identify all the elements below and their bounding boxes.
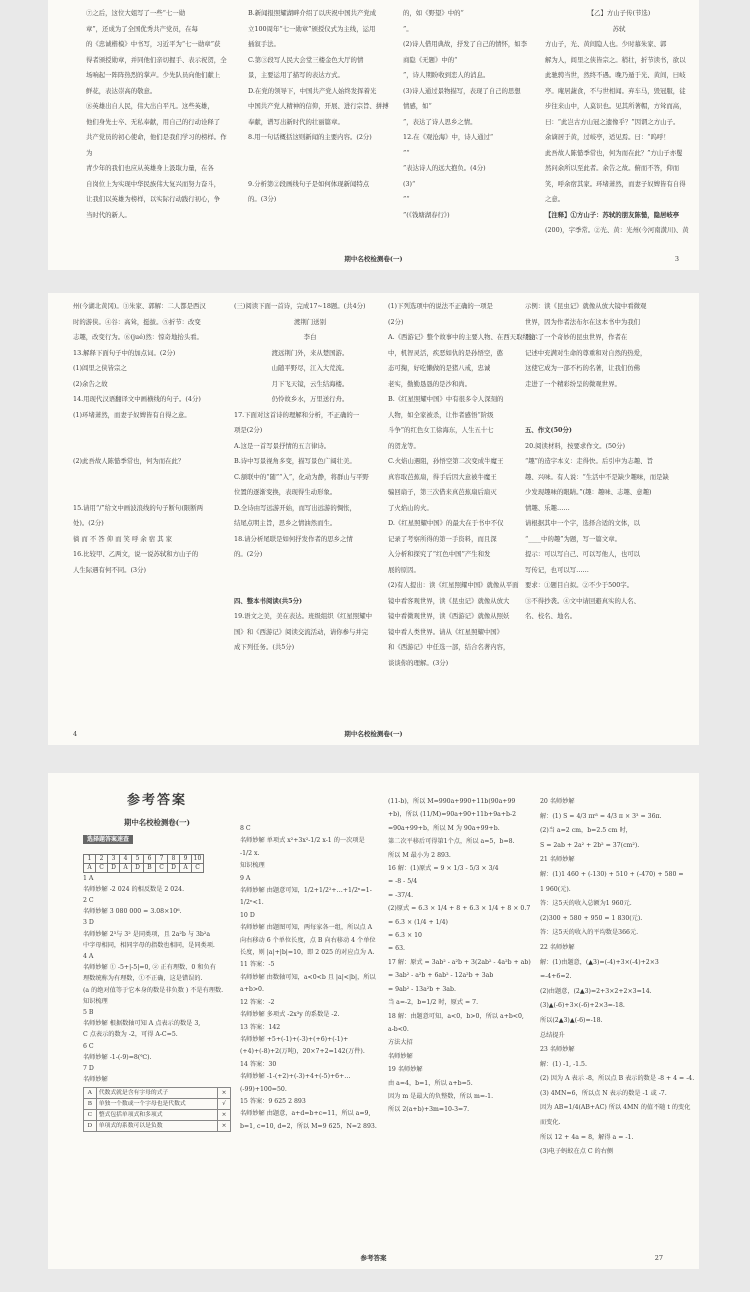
text-line: 1 A (83, 874, 94, 882)
analysis-table (83, 1087, 231, 1132)
text-line: 立100周年“七一勋章”颁授仪式为主线，运用 (248, 24, 376, 33)
page-number: 27 (654, 1254, 663, 1262)
text-line: 长度，则 |a|+|b|=10，即 2 025 的对应点为 A. (240, 949, 375, 957)
text-line: 共产党员的初心使命，他们是我们学习的榜样。作为 (86, 133, 227, 157)
text-line: B.诗中写景视角多变，描写景色广阔壮美。 (234, 457, 356, 465)
text-line: 理数统称为有理数，①不正确，这是错误的. (83, 975, 203, 983)
text-line (234, 563, 386, 579)
text-line: 知识梳理 (83, 997, 108, 1005)
text-line: 7 D (83, 1064, 94, 1072)
text-column-2 (234, 299, 386, 709)
text-line: ”(《钱塘湖春行》) (403, 210, 450, 219)
text-line: = 63. (388, 945, 405, 953)
text-line: 名师妙解 2³与 3² 是同类项，且 2a²b 与 3b²a (83, 930, 211, 938)
text-line: 的《忠诚楷模》中书写，习近平为“七一勋章”获 (86, 40, 221, 48)
text-line (73, 423, 223, 439)
text-line: C.火焰山遇阻，孙悟空第二次变成牛魔王 (388, 457, 504, 465)
text-line: 【乙】方山子传(节选) (587, 9, 651, 17)
text-line: 中，机智灵活，疾恶如仇的是孙悟空，憨 (388, 348, 504, 357)
text-line: 解为人，闾里之侠皆宗之。稍壮，折节读书，欲以 (545, 55, 686, 64)
text-line: 提示：可以写自己、可以写他人，也可以 (525, 550, 641, 558)
table-cell: D (84, 1121, 97, 1132)
table-cell: C (84, 1110, 97, 1121)
text-line: 人生际遇有何不同。(3分) (73, 565, 146, 574)
table-row (84, 1088, 231, 1099)
page-footer: 期中名校检测卷(一) (344, 730, 403, 738)
grid-answer-cell: C (96, 863, 108, 872)
page-number: 3 (674, 255, 679, 263)
text-line: (2)余告之故 (73, 379, 108, 388)
text-line: (2)此吾故人陈慥季常也，何为而在此？ (73, 457, 185, 465)
text-line: “趣”的造字本义：走得快。后引申为志趣、旨 (525, 457, 653, 465)
answer-key-page (48, 773, 699, 1269)
text-line: (a 的绝对值等于它本身的数是非负数 ) 不是有理数. (83, 986, 224, 994)
text-line: 13 答案：142 (240, 1023, 281, 1031)
text-line: 苏轼 (612, 24, 626, 33)
text-line: 因为 AB=1/4(AB+AC) 所以 4MN 的值不随 t 的变化 (540, 1104, 691, 1112)
text-line: 了火焰山的火。 (388, 503, 433, 512)
answer-column-3 (388, 795, 538, 1265)
answer-column-1 (83, 773, 231, 1243)
text-line: 奉献，谱写出新时代的壮丽篇章。 (248, 117, 344, 126)
text-line: 总结提升 (540, 1031, 565, 1039)
text-line: 21 名师妙解 (540, 856, 575, 864)
answer-column-4 (540, 795, 695, 1265)
text-line: 志趣，改变行为。⑥(jué)然：惊奇地抬头看。 (73, 333, 203, 341)
text-line (525, 408, 680, 424)
text-line: 6 C (83, 1042, 94, 1050)
grid-answer-cell: D (108, 863, 120, 872)
text-line: 名师妙解 由题意，a+d=b+c=11，所以 a=9, (240, 1110, 371, 1118)
text-line: a-b<0. (388, 1025, 409, 1033)
text-line: 仍怜故乡水，万里送行舟。 (271, 395, 349, 403)
text-line: 插叙手法。 (248, 40, 280, 48)
text-line: (2) 因为 A 表示 -8，所以点 B 表示的数是 -8 + 4 = -4. (540, 1075, 695, 1083)
text-line: 渡荆门送别 (294, 317, 326, 326)
text-line: 当 a=-2，b=1/2 时，原式 = 7. (388, 999, 479, 1007)
text-line: 解：(1)1 460 + (-130) + 510 + (-470) + 580 = (540, 870, 684, 878)
text-line: 15 答案：9 625 2 893 (240, 1097, 306, 1105)
text-line: 向右移动 6 个单位长度，点 B 向右移动 4 个单位 (240, 936, 376, 944)
grid-number-row (84, 854, 204, 863)
text-line: ”“ (403, 195, 410, 203)
text-line: 【注释】①方山子：苏轼的朋友陈慥，隐居岐亭 (545, 210, 680, 219)
text-line: 和《西游记》中任选一部，结合名著内容， (388, 643, 510, 651)
table-cell: A (84, 1088, 97, 1099)
text-line: 要求：①题目自拟。②不少于500字。 (525, 581, 634, 589)
text-line: 19 名师妙解 (388, 1066, 423, 1074)
text-line: (2)诗人借用典故，抒发了自己的情怀，如李 (403, 40, 528, 48)
grid-number-cell: 2 (96, 854, 108, 863)
grid-number-cell: 7 (156, 854, 168, 863)
text-line: (1)下列选项中的说法不正确的一项是 (388, 302, 493, 310)
text-line: (1)环堵萧然，而妻子奴婢皆有自得之意。 (73, 410, 191, 419)
text-line: 13.解释下面句子中的加点词。(2分) (73, 348, 176, 357)
text-line: 解：(1) -1, -1.5. (540, 1060, 587, 1068)
text-column-1 (73, 299, 223, 699)
grid-number-cell: 9 (180, 854, 192, 863)
text-line: 徜 而 不 答 仰 而 笑 呼 余 宿 其 家 (73, 534, 173, 543)
text-line: 余谪居于黄，过岐亭，适见焉。曰：“呜呼！ (545, 133, 670, 141)
text-line: 态可掬，好吃懒做的是猪八戒，忠诚 (388, 364, 491, 372)
text-line (234, 578, 386, 594)
text-line: 他们身先士卒、无私奉献，用自己的行动诠释了 (86, 117, 221, 126)
text-line: 15.请用“/”给文中画波浪线的句子断句(限断两 (73, 503, 203, 512)
text-line: 名师妙解 -1-(+2)+(-3)+4+(-5)+6+… (240, 1073, 351, 1081)
table-row (84, 1110, 231, 1121)
text-column-2 (248, 6, 396, 236)
text-line: 情感，如“ (403, 102, 432, 110)
text-column-1 (86, 6, 231, 236)
workbook-page-4 (48, 293, 699, 745)
text-line: 1 960(元). (540, 885, 571, 893)
text-line: 请根据其中一个字，选择合适的文体，以 (525, 519, 641, 527)
table-row (84, 1099, 231, 1110)
text-line: 名师妙解 多项式 -2x³y 的系数是 -2. (240, 1011, 340, 1019)
text-line: (-99)+100=50. (240, 1085, 287, 1093)
text-line: 斗争”的红色女工徐海东，人生五十七 (388, 426, 494, 434)
text-line: C.第③段写人民大会堂三楼金色大厅的情 (248, 55, 364, 64)
text-line: 月下飞天镜，云生结海楼。 (271, 379, 349, 388)
text-line: C.颔联中的“随”“入”，化动为静，将群山与平野 (234, 472, 369, 481)
text-line: 谈谈你的理解。(3分) (388, 658, 449, 667)
text-line: 17.下面对这首诗的理解和分析，不正确的一 (234, 410, 360, 419)
text-line: (2)原式 = 6.3 × 1/4 + 8 + 6.3 × 1/4 + 8 × 0.7 (388, 905, 531, 913)
answer-key-title: 参考答案 (126, 793, 187, 808)
text-line: (2)当 a=2 cm，b=2.5 cm 时， (540, 827, 632, 835)
text-line: 名师妙解 由题图可知，两每家各一组，所以点 A (240, 924, 373, 932)
text-line: 李白 (303, 333, 317, 341)
text-line: 四、整本书阅读(共5分) (234, 596, 303, 605)
text-line: = 6.3 × (1/4 + 1/4) (388, 918, 448, 926)
table-row (84, 1121, 231, 1132)
text-line: (2分) (388, 317, 404, 326)
text-line: 的。(2分) (234, 550, 263, 558)
text-line: 亭。庵居蔬食，不与世相闻。弃车马，毁冠服，徒 (545, 86, 686, 95)
text-line: 18.请分析尾联是如何抒发作者的思乡之情 (234, 534, 353, 543)
text-line: 19.语文之美，美在表达。班级组织《红星照耀中 (234, 612, 372, 620)
text-line: = -37/4. (388, 891, 414, 899)
text-line: (3)诗人通过景物描写，表现了自己的思想 (403, 86, 521, 95)
text-line: 得者颁授勋章，并同他们亲切握手、表示祝贺，全 (86, 55, 227, 64)
text-line: 解：(1)由题意，(▲3)=(-4)+3×(-4)+2×3 (540, 958, 659, 966)
text-line: 此驰骋当世，然终不遇。晚乃遁于光、黄间，曰岐 (545, 71, 686, 79)
table-cell: B (84, 1099, 97, 1110)
text-line: 名师妙解 (83, 1076, 108, 1084)
text-line: D.全诗由写远游开始，而写出远游的惆怅， (234, 503, 356, 512)
text-line (248, 146, 396, 162)
text-line: 所以(2▲3)▲(-6)=-18. (540, 1016, 603, 1024)
text-line: 16 解：(1)原式 = 9 × 1/3 - 5/3 × 3/4 (388, 865, 499, 873)
text-line: 9 A (240, 874, 251, 882)
text-line: 解：(1) S = 4/3 πr³ = 4/3 π × 3³ = 36π. (540, 812, 662, 820)
page-footer: 参考答案 (360, 1254, 387, 1262)
text-line: (11-b)，所以 M=990a+990+11b(90a+99 (388, 798, 516, 805)
text-line: 五、作文(50分) (525, 426, 572, 434)
grid-answer-cell: A (120, 863, 132, 872)
text-line: 名师妙解 -2 024 的相反数是 2 024. (83, 885, 185, 893)
text-line: 然问余所以至此者。余告之故。俯而不答，仰而 (545, 164, 680, 172)
text-line: 8 C (240, 825, 251, 832)
text-line: (3) 4MN=6，所以点 N 表示的数是 -1 或 -7. (540, 1089, 667, 1097)
text-line: 名师妙解 -1-(-9)=8(℃). (83, 1053, 152, 1061)
text-line: (200)，字季常。②光、黄：光州(今河南潢川)、黄 (545, 226, 689, 234)
table-cell: 整式包括单项式和多项式 (96, 1110, 217, 1121)
text-line: 8.用一句话概括这则新闻的主要内容。(2分) (248, 133, 372, 141)
answer-grid (83, 854, 204, 873)
text-line: 示例：读《昆虫记》就像从放大镜中看微观 (525, 302, 647, 310)
text-line: 走进了一个精彩纷呈的微观世界。 (525, 379, 621, 388)
text-line: 的贺龙等。 (388, 441, 420, 450)
text-line: 入分析和探究了“红色中国”产生和发 (388, 550, 491, 558)
text-line: 所以 2(a+b)+3m=10-3=7. (388, 1106, 470, 1114)
text-line: 20.阅读材料，按要求作文。(50分) (525, 441, 625, 450)
text-line: 州(今湖北黄冈)。③朱家、郭解：二人都是西汉 (73, 302, 206, 310)
text-line: (3)电子蚂蚁在点 C 的右侧 (540, 1148, 614, 1156)
text-column-4 (545, 6, 693, 246)
table-cell: 单项式的系数可以是负数 (96, 1121, 217, 1132)
text-line: C 点表示的数为 -2，可得 A-C=5. (83, 1031, 178, 1039)
text-line: =90a+99+b，所以 M 为 90a+99+b. (388, 824, 500, 832)
text-line: 所以 12 + 4a = 8，解得 a = -1. (540, 1133, 634, 1141)
text-line: 方山子，光、黄间隐人也。少时慕朱家、郭 (545, 40, 667, 48)
grid-answer-cell: C (192, 863, 204, 872)
grid-number-cell: 6 (144, 854, 156, 863)
text-line: +b)，所以 (11/M)=90a+90+11b+9a+b-2 (388, 811, 517, 819)
text-column-3 (403, 6, 533, 236)
text-line: 23 名师妙解 (540, 1046, 575, 1054)
text-line: 17 解：原式 = 3ab² - a²b + 3(2ab² - 4a²b + ab) (388, 958, 531, 966)
text-line: 处)。(2分) (73, 519, 104, 527)
text-line: (2)300 + 580 + 950 = 1 830(元). (540, 914, 643, 922)
text-line: = 3ab² - a²b + 6ab² - 12a²b + 3ab (388, 972, 494, 980)
text-line: ”“ (403, 148, 410, 157)
grid-answer-cell: D (132, 863, 144, 872)
text-line: 位置的逐渐变换，表现得生动形象。 (234, 488, 337, 496)
text-line: A.这是一首写景抒情的五言律诗。 (234, 441, 331, 450)
text-line: 青少年的我们也应从英雄身上汲取力量，在各 (86, 164, 214, 172)
table-cell: × (217, 1110, 230, 1121)
text-line: = 9ab² - 13a²b + 3ab. (388, 985, 456, 993)
text-line: 写传记，也可以写…… (525, 565, 589, 574)
grid-number-cell: 8 (168, 854, 180, 863)
text-line: 渡远荆门外，来从楚国游。 (271, 348, 349, 357)
page-number: 4 (73, 730, 78, 738)
text-line: 名、校名、地名。 (525, 612, 577, 620)
text-line (73, 439, 223, 455)
text-column-3 (388, 299, 536, 709)
text-column-4 (525, 299, 680, 709)
grid-answer-row (84, 863, 204, 872)
text-line: 时的游侠。④谷：高耸，挺拔。⑤折节：改变 (73, 317, 201, 326)
text-line: 章”，还成为了全国优秀共产党员，在每 (86, 24, 198, 33)
text-line: 让我们以英雄为榜样，以实际行动践行初心，争 (86, 195, 221, 203)
workbook-page-3 (48, 0, 699, 270)
text-line: (2)有人提出：读《红星照耀中国》就像从平面 (388, 581, 519, 589)
text-line: 12.在《观沧海》中，诗人通过“ (403, 133, 494, 141)
grid-number-cell: 5 (132, 854, 144, 863)
text-line: ③不得抄袭。④文中请回避真实的人名、 (525, 596, 641, 605)
text-line: -1/2 x. (240, 849, 260, 857)
text-line: ”。 (403, 24, 413, 33)
text-line: S = 2ab + 2a² + 2b² = 37(cm²). (540, 841, 640, 849)
text-line: a+b>0. (240, 986, 264, 994)
text-line: (3)“ (403, 179, 416, 188)
text-line: 3 D (83, 919, 94, 927)
text-line: 14.用现代汉语翻译文中画横线的句子。(4分) (73, 395, 201, 403)
text-line: 当时代的新人。 (86, 210, 131, 219)
text-line: 山随平野尽，江入大荒流。 (271, 364, 349, 372)
text-line: B.新闻报照耀湖畔介绍了以庆祝中国共产党成 (248, 9, 377, 17)
text-line: 项是(2分) (234, 426, 263, 434)
grid-number-cell: 1 (84, 854, 96, 863)
table-cell: 单独一个数或一个字母也是代数式 (96, 1099, 217, 1110)
text-line: 由 a=4，b=1，所以 a+b=5. (388, 1079, 473, 1087)
text-line: 此吾故人陈慥季常也，何为而在此？”方山子亦矍 (545, 148, 683, 157)
text-line: 结尾点明主旨，思乡之情油然而生。 (234, 519, 337, 527)
quick-answer-label: 选择题答案速查 (83, 835, 133, 844)
text-line: ”，诗人期盼收到恋人的消息。 (403, 71, 490, 79)
text-line: 国》和《西游记》阅读交流活动，请你参与并完 (234, 627, 369, 636)
grid-answer-cell: D (168, 863, 180, 872)
text-line: 知识梳理 (240, 862, 265, 870)
text-line: 名师妙解 (388, 1052, 413, 1060)
text-line: 名师妙解 3 080 000 = 3.08×10⁶. (83, 908, 182, 916)
text-line: 5 B (83, 1008, 94, 1016)
table-cell: 代数式就是含有字母的式子 (96, 1088, 217, 1099)
text-line: ”，表达了诗人思乡之情。 (403, 117, 477, 126)
text-line: 12 答案：-2 (240, 998, 275, 1006)
answer-column-1-body (83, 873, 231, 1086)
answer-column-2 (240, 823, 395, 1269)
text-line: 11 答案：-5 (240, 961, 275, 969)
text-line: 步往来山中，人莫识也。见其所著帽，方耸而高， (545, 102, 686, 110)
text-line (73, 470, 223, 486)
answer-key-subtitle: 期中名校检测卷(一) (123, 817, 191, 827)
text-line: 曰：“此岂古方山冠之遗像乎？”因谓之方山子。 (545, 117, 680, 126)
text-line: 鲜花，表达崇高的敬意。 (86, 86, 157, 95)
text-line: 4 A (83, 952, 94, 960)
text-line: 镜中看人类世界。请从《红星照耀中国》 (388, 627, 504, 636)
text-line: 名师妙解 +5+(-1)+(-3)+(+6)+(-1)+ (240, 1035, 349, 1043)
text-line: 名师妙解 单项式 x²+3x²-1/2 x-1 的一次项是 (240, 837, 365, 845)
text-line: ⑧英雄出自人民，伟大出自平凡。这些英雄， (86, 102, 214, 110)
table-cell: × (217, 1121, 230, 1132)
text-line: 之意。 (545, 195, 565, 203)
text-line: 2 C (83, 896, 94, 904)
table-cell: √ (217, 1099, 230, 1110)
text-line: 9.分析第②段画线句子是如何体现新闻特点 (248, 179, 370, 188)
text-line: b=1, c=10, d=2，所以 M=9 625，N=2 893. (240, 1122, 377, 1130)
text-line: (1)闾里之侠皆宗之 (73, 364, 127, 372)
text-line: = -8 - 5/4 (388, 878, 418, 886)
text-line: 18 解：由题意可知，a<0，b>0，所以 a+b<0, (388, 1012, 524, 1020)
text-line: D.在党的领导下，中国共产党人始终发挥着光 (248, 86, 377, 95)
text-line: 10 D (240, 911, 255, 919)
text-line: 1/2ⁿ<1. (240, 899, 264, 907)
text-line: 22 名师妙解 (540, 943, 575, 951)
grid-answer-cell: A (84, 863, 96, 872)
text-line: 人物，如全家被杀，让作者感悟“阶级 (388, 410, 494, 419)
grid-number-cell: 4 (120, 854, 132, 863)
text-line: 名师妙解 根据数轴可知 A 点表示的数是 3, (83, 1020, 201, 1028)
text-line: 趣、兴味。有人说：“生活中不是缺少趣味，而是缺 (525, 472, 669, 481)
text-line: “____中的趣”为题，写一篇文章。 (525, 534, 622, 543)
text-line: (3)▲(-6)+3×(-6)+2×3=-18. (540, 1002, 625, 1010)
text-line: 自岗位上为实现中华民族伟大复兴而努力奋斗， (86, 179, 221, 188)
text-line: 真容取芭蕉扇，得手后因大意被牛魔王 (388, 472, 497, 481)
text-line: 商隐《无题》中的“ (403, 55, 458, 64)
text-line: 展示了一个奇妙的昆虫世界，作者在 (525, 333, 628, 341)
text-line: 这使它成为一部不朽的名著，让我们仿佛 (525, 364, 641, 372)
text-line: 所以 M 最小为 2 893. (388, 851, 451, 859)
text-line: ⑦之后，这位大姐写了一些“七一勋 (86, 9, 186, 17)
text-line: =-4+6=2. (540, 973, 572, 981)
text-line: 名师妙解 由数轴可知，a<0<b 且 |a|<|b|，所以 (240, 973, 376, 981)
page-footer: 期中名校检测卷(一) (344, 255, 403, 263)
text-line: 16.比较甲、乙两文，说一说苏轼和方山子的 (73, 550, 199, 558)
text-line: 展的原因。 (388, 565, 420, 574)
text-line: 场响起一阵阵热烈的掌声。少先队员向他们献上 (86, 71, 221, 79)
grid-answer-cell: B (144, 863, 156, 872)
text-line: D.《红星照耀中国》的最大在于书中不仅 (388, 519, 504, 527)
text-line: 镜中看微观世界，读《西游记》就像从照妖 (388, 612, 510, 620)
text-line: 答：这5天的收入的平均数是366元. (540, 929, 639, 937)
text-line (73, 485, 223, 501)
text-line: 答：这5天的收入总额为1 960元. (540, 900, 632, 908)
text-line: 第二次平移后可得第1个点，所以 a=5，b=8. (388, 838, 515, 846)
text-line: 名师妙解 由题意可知，1/2+1/2²+…+1/2ⁿ=1- (240, 887, 372, 895)
text-line: ”表达诗人的远大抱负。(4分) (403, 164, 486, 172)
text-line: 世界，因为作者法布尔在这本书中为我们 (525, 317, 641, 326)
text-line: 14 答案：30 (240, 1060, 277, 1068)
text-line (248, 161, 396, 177)
text-line: 方法大招 (388, 1039, 413, 1047)
text-line: 的，如《野望》中的“ (403, 9, 464, 17)
text-line: (三)阅读下面一首诗，完成17~18题。(共4分) (234, 302, 366, 310)
grid-number-cell: 3 (108, 854, 120, 863)
text-line: 记述中充满对生命的尊重和对自然的热爱， (525, 348, 647, 357)
grid-answer-cell: A (180, 863, 192, 872)
text-line: 20 名师妙解 (540, 798, 575, 805)
grid-number-cell: 10 (192, 854, 204, 863)
text-line: 镜中看客观世界，读《昆虫记》就像从放大 (388, 596, 510, 605)
text-line: 景，主要运用了描写的表达方式。 (248, 71, 344, 79)
text-line: 的。(3分) (248, 195, 277, 203)
text-line: 名师妙解 ① -5+|-5|=0, ② 正有理数、0 和负有 (83, 964, 216, 972)
text-line: 因为 m 是最大的负整数，所以 m=-1. (388, 1092, 494, 1100)
text-line: 记录了考察所得的第一手资料，而且深 (388, 534, 497, 543)
text-line: 笑，呼余宿其家。环堵萧然，而妻子奴婢皆有自得 (545, 179, 686, 188)
text-line: B.《红星照耀中国》中有很多令人深刻的 (388, 395, 504, 403)
text-line: 而变化. (540, 1119, 561, 1127)
text-line: 骗回扇子，第三次借来真芭蕉扇后扇灭 (388, 488, 497, 496)
text-line: 中国共产党人精神的信仰，开展、进行宗旨、拼搏 (248, 102, 389, 110)
text-line: 老实，勤勤恳恳的是沙和尚。 (388, 379, 472, 388)
text-line: 情趣、乐趣…… (525, 503, 570, 512)
text-line: A.《西游记》整个故事中的主要人物、在西天取经途 (388, 333, 536, 341)
text-line (525, 392, 680, 408)
text-line: = 6.3 × 10 (388, 932, 422, 940)
text-line: 成下列任务。(共5分) (234, 643, 295, 651)
text-line: 少发现趣味的眼睛。”(趣：趣味、志趣、意趣) (525, 488, 652, 496)
text-line: (+4)+(-8)+2(万吨)，20×7+2=142(万件). (240, 1048, 365, 1056)
text-line: 中字母相同，相同字母的指数也相同，是同类项. (83, 941, 215, 949)
grid-answer-cell: C (156, 863, 168, 872)
table-cell: × (217, 1088, 230, 1099)
text-line: (2)由题意，(2▲3)=2+3×2+2×3=14. (540, 987, 652, 995)
